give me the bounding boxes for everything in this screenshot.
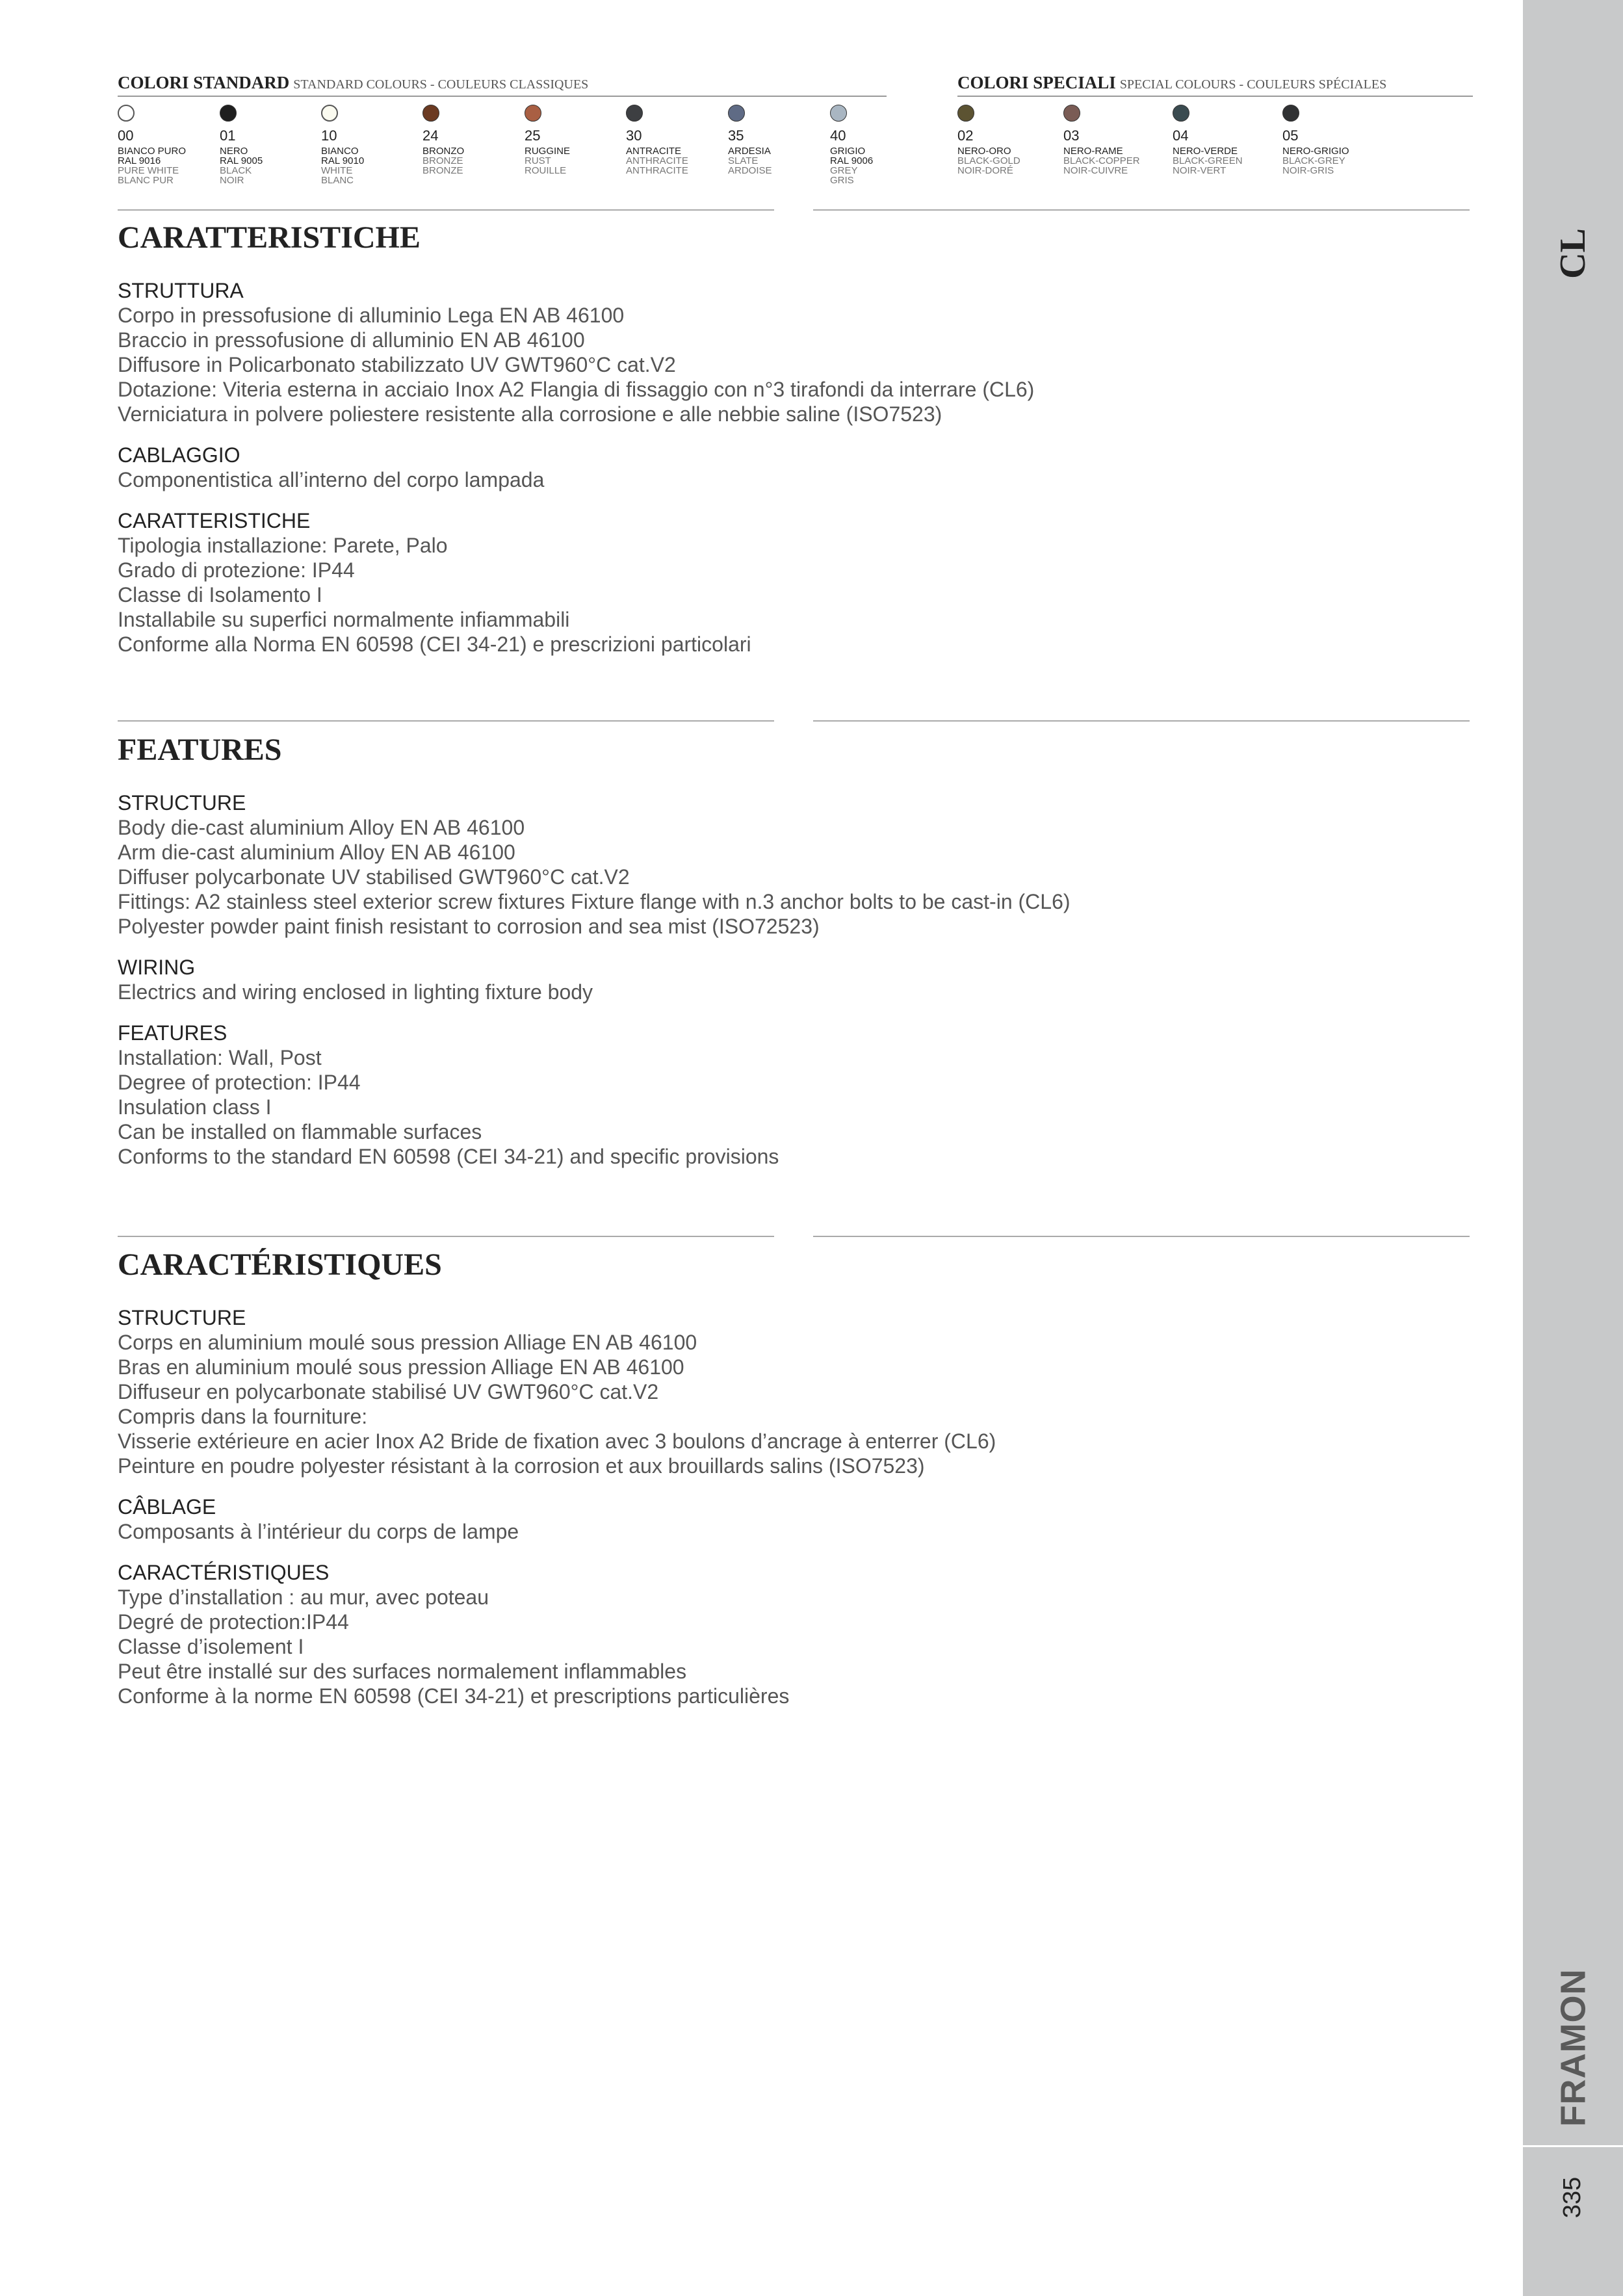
swatch-dot [525,105,541,122]
colour-swatch [1282,105,1373,176]
swatch-code: 04 [1173,127,1189,144]
swatch-dot [422,105,439,122]
special-colours-header [957,73,1473,97]
spec-line: Peut être installé sur des surfaces normalement inflammables [118,1660,687,1683]
swatch-name-fr: GRIS [830,175,854,186]
swatch-name-en: GREY [830,165,858,176]
special-swatches [957,97,1473,194]
swatch-code: 25 [525,127,541,144]
colour-swatch [422,105,513,176]
colour-swatch [321,105,412,185]
spec-line: Dotazione: Viteria esterna in acciaio Inox A2 Flangia di fissaggio con n°3 tirafondi da interrare (CL6) [118,378,1035,401]
spec-line: Braccio in pressofusione di alluminio EN AB 46100 [118,328,585,352]
standard-colours [118,73,887,194]
colour-swatch [118,105,209,185]
spec-line: Compris dans la fourniture: [118,1405,368,1428]
spec-line: Classe d’isolement I [118,1635,304,1658]
swatch-ral: RAL 9006 [830,155,874,166]
section-title-en: FEATURES [118,733,282,767]
section-divider-left [118,209,774,211]
group-title: CABLAGGIO [118,443,240,467]
swatch-ral: RAL 9010 [321,155,365,166]
swatch-name-en: WHITE [321,165,353,176]
swatch-ral: RAL 9005 [220,155,263,166]
swatch-name-fr: NOIR [220,175,244,186]
spec-line: Conforme alla Norma EN 60598 (CEI 34-21) e prescrizioni particolari [118,633,751,656]
brand-logo: FRAMON [1553,1968,1592,2127]
spec-line: Electrics and wiring enclosed in lighting fixture body [118,980,593,1004]
section-divider-left [118,720,774,722]
spec-line: Diffuseur en polycarbonate stabilisé UV GWT960°C cat.V2 [118,1380,659,1403]
swatch-code: 00 [118,127,134,144]
swatch-name-it: BIANCO PURO [118,146,187,157]
section-divider-right [813,1236,1470,1237]
swatch-name-en: BLACK-GREY [1282,155,1345,166]
spec-line: Installabile su superfici normalmente infiammabili [118,608,570,631]
page-number: 335 [1559,2176,1587,2218]
swatch-code: 02 [957,127,974,144]
swatch-name-fr: BLANC PUR [118,175,174,186]
standard-colours-header [118,73,887,97]
swatch-code: 35 [728,127,744,144]
spec-line: Degré de protection:IP44 [118,1610,349,1634]
group-features [118,1021,1353,1169]
spec-line: Grado di protezione: IP44 [118,558,355,582]
swatch-dot [1063,105,1080,122]
spec-line: Type d’installation : au mur, avec poteau [118,1585,489,1609]
special-colours-subtitle: SPECIAL COLOURS - COULEURS SPÉCIALES [1119,77,1387,92]
spec-line: Tipologia installazione: Parete, Palo [118,534,448,557]
section-body-en [118,790,1353,1185]
swatch-dot [626,105,643,122]
spec-line: Visserie extérieure en acier Inox A2 Bride de fixation avec 3 boulons d’ancrage à enterrer (CL6) [118,1429,996,1453]
section-divider-right [813,209,1470,211]
swatch-name-en: BLACK-GREEN [1173,155,1243,166]
group-wiring [118,1494,1353,1544]
swatch-name-fr: NOIR-VERT [1173,165,1227,176]
swatch-code: 40 [830,127,846,144]
swatch-name-fr: BRONZE [422,165,463,176]
swatch-name-it: NERO-ORO [957,146,1011,157]
group-structure [118,1305,1353,1478]
spec-line: Arm die-cast aluminium Alloy EN AB 46100 [118,841,515,864]
swatch-name-fr: ANTHRACITE [626,165,688,176]
swatch-dot [1282,105,1299,122]
group-title: WIRING [118,956,196,979]
spec-line: Componentistica all’interno del corpo lampada [118,468,545,491]
product-code: CL [1552,228,1593,279]
spec-line: Body die-cast aluminium Alloy EN AB 46100 [118,816,525,839]
group-title: STRUTTURA [118,279,244,302]
standard-swatches [118,97,887,194]
group-title: CARATTERISTICHE [118,509,311,532]
spec-line: Fittings: A2 stainless steel exterior screw fixtures Fixture flange with n.3 anchor bolts to be cast-in (CL6) [118,890,1071,913]
swatch-name-en: BLACK [220,165,252,176]
group-structure [118,278,1353,426]
swatch-dot [957,105,974,122]
swatch-name-it: NERO-RAME [1063,146,1123,157]
standard-colours-subtitle: STANDARD COLOURS - COULEURS CLASSIQUES [293,77,589,92]
spec-line: Can be installed on flammable surfaces [118,1120,482,1143]
colour-swatch [957,105,1048,176]
section-body-it [118,278,1353,673]
swatch-name-fr: NOIR-DORÉ [957,165,1013,176]
special-colours [957,73,1473,194]
section-title-it: CARATTERISTICHE [118,220,421,255]
swatch-name-en: BRONZE [422,155,463,166]
swatch-name-en: SLATE [728,155,759,166]
swatch-name-it: NERO [220,146,248,157]
spec-line: Classe di Isolamento I [118,583,322,607]
swatch-dot [321,105,338,122]
group-title: STRUCTURE [118,791,246,815]
swatch-name-en: BLACK-GOLD [957,155,1020,166]
spec-line: Corps en aluminium moulé sous pression Alliage EN AB 46100 [118,1331,697,1354]
swatch-code: 30 [626,127,642,144]
spec-line: Corpo in pressofusione di alluminio Lega EN AB 46100 [118,304,625,327]
standard-colours-title: COLORI STANDARD [118,73,290,92]
swatch-name-fr: ROUILLE [525,165,567,176]
colour-swatch [220,105,311,185]
special-colours-title: COLORI SPECIALI [957,73,1116,92]
swatch-dot [118,105,135,122]
group-features [118,1560,1353,1708]
spec-line: Verniciatura in polvere poliestere resistente alla corrosione e alle nebbie saline (ISO7523) [118,402,942,426]
swatch-code: 03 [1063,127,1080,144]
swatch-code: 01 [220,127,236,144]
spec-line: Conforme à la norme EN 60598 (CEI 34-21) et prescriptions particulières [118,1684,790,1708]
spec-line: Degree of protection: IP44 [118,1071,361,1094]
swatch-code: 05 [1282,127,1299,144]
group-title: CARACTÉRISTIQUES [118,1561,330,1584]
colour-swatch [626,105,717,176]
group-title: CÂBLAGE [118,1495,216,1519]
sidebar [1523,0,1623,2296]
spec-line: Bras en aluminium moulé sous pression Alliage EN AB 46100 [118,1355,684,1379]
swatch-code: 10 [321,127,337,144]
swatch-dot [1173,105,1189,122]
swatch-dot [830,105,847,122]
swatch-name-fr: NOIR-CUIVRE [1063,165,1128,176]
group-wiring [118,443,1353,492]
swatch-name-en: RUST [525,155,551,166]
swatch-name-en: PURE WHITE [118,165,179,176]
group-title: FEATURES [118,1021,227,1045]
spec-line: Polyester powder paint finish resistant to corrosion and sea mist (ISO72523) [118,915,820,938]
swatch-name-fr: BLANC [321,175,354,186]
swatch-name-it: NERO-GRIGIO [1282,146,1349,157]
swatch-name-it: BIANCO [321,146,359,157]
swatch-dot [728,105,745,122]
section-divider-left [118,1236,774,1237]
section-title-fr: CARACTÉRISTIQUES [118,1247,442,1282]
colour-swatch [830,105,921,185]
section-divider-right [813,720,1470,722]
colour-swatch [525,105,616,176]
group-structure [118,790,1353,939]
group-title: STRUCTURE [118,1306,246,1329]
spec-line: Composants à l’intérieur du corps de lampe [118,1520,519,1543]
swatch-name-fr: ARDOISE [728,165,772,176]
spec-line: Insulation class I [118,1095,272,1119]
swatch-name-it: ARDESIA [728,146,771,157]
swatch-name-it: NERO-VERDE [1173,146,1238,157]
spec-line: Diffuser polycarbonate UV stabilised GWT960°C cat.V2 [118,865,630,889]
sidebar-divider [1523,2145,1623,2147]
swatch-name-en: BLACK-COPPER [1063,155,1140,166]
group-features [118,508,1353,657]
colour-swatch [1173,105,1264,176]
colour-swatch [728,105,819,176]
swatch-name-it: BRONZO [422,146,465,157]
colour-swatch [1063,105,1154,176]
swatch-name-it: ANTRACITE [626,146,682,157]
spec-line: Peinture en poudre polyester résistant à la corrosion et aux brouillards salins (ISO7523) [118,1454,925,1478]
spec-line: Conforms to the standard EN 60598 (CEI 34-21) and specific provisions [118,1145,779,1168]
swatch-ral: RAL 9016 [118,155,161,166]
section-body-fr [118,1305,1353,1725]
swatch-name-it: GRIGIO [830,146,866,157]
swatch-dot [220,105,237,122]
group-wiring [118,955,1353,1004]
spec-line: Installation: Wall, Post [118,1046,322,1069]
swatch-name-fr: NOIR-GRIS [1282,165,1334,176]
spec-line: Diffusore in Policarbonato stabilizzato UV GWT960°C cat.V2 [118,353,676,376]
swatch-code: 24 [422,127,439,144]
swatch-name-en: ANTHRACITE [626,155,688,166]
swatch-name-it: RUGGINE [525,146,571,157]
